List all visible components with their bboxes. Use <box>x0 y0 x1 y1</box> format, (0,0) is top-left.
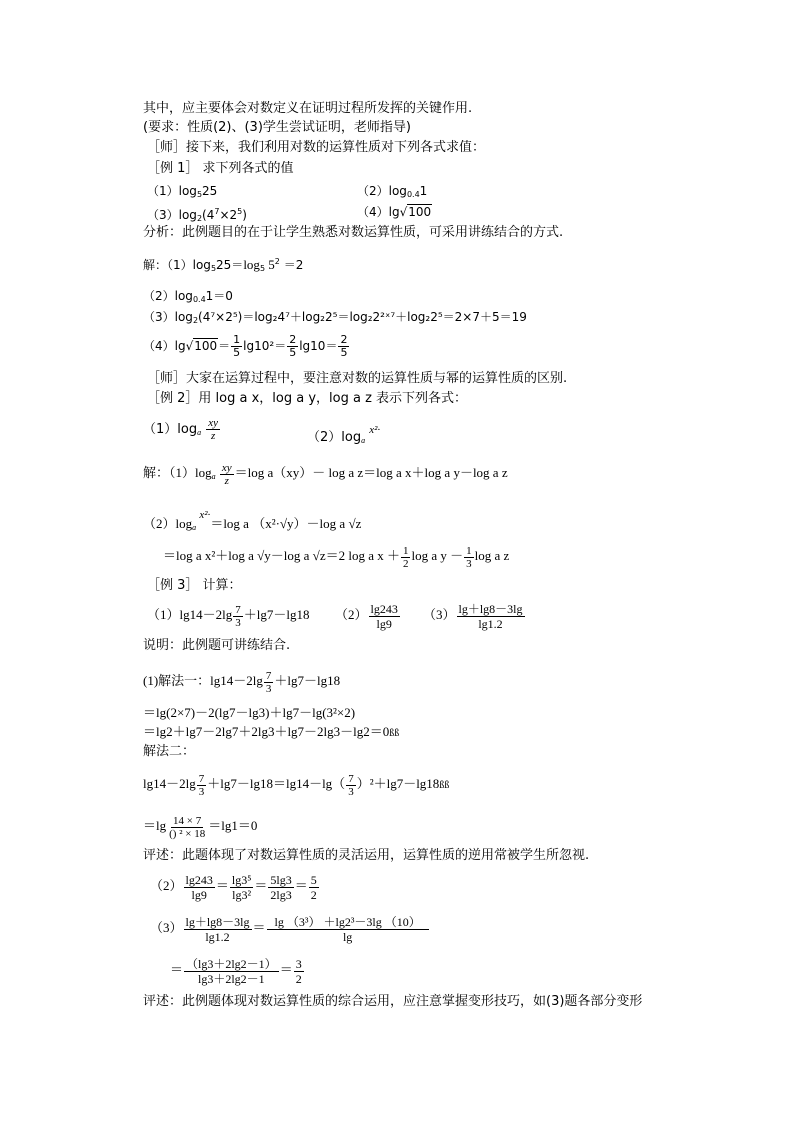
example-1-solution-4: （4）lg√100＝ $\frac{1}{5}$ lg10²＝ $\frac{2}{5}$ lg10＝ $\frac{2}{5}$ <box>143 333 348 359</box>
fraction: $\frac{\text{lg3⁵}}{\text{lg3²}}$ <box>231 872 252 902</box>
intro-line-1: 其中，应主要体会对数定义在证明过程所发挥的关键作用. <box>143 101 473 116</box>
method-1-line-2: ＝lg(2×7)－2(lg7－lg3)＋lg7－lg(3²×2) <box>143 705 356 720</box>
example-2-question-2: $(2)\log_a$ $^{x^2\cdot}$ <box>307 424 381 445</box>
comment-2: 评述：此例题体现对数运算性质的综合运用，应注意掌握变形技巧，如(3)题各部分变形 <box>143 994 643 1009</box>
example-3-question-3: （3） $\frac{\lg+\lg 8-3\lg}{\lg 1.2}$ <box>423 601 523 631</box>
example-2-question-1: $(1)\log_a$ $\frac{xy}{z}$ <box>143 417 218 442</box>
comment-1: 评述：此题体现了对数运算性质的灵活运用，运算性质的逆用常被学生所忽视. <box>143 848 590 863</box>
fraction: $\frac{\text{lg （3³） ＋lg2³－3lg （10）}}{\lg}$ <box>267 915 429 944</box>
example-3-title: ［例 3］ 计算： <box>147 578 242 593</box>
example-1-question-1: $(1)\log_525$ <box>147 184 218 199</box>
example-1-solution-1: 解：$(1)\log_525=\log_5$ $5^2 =2$ <box>143 257 304 273</box>
fraction: $\frac{\lg+\lg 8-3\lg}{\lg 1.2}$ <box>185 914 250 944</box>
fraction: $\frac{7}{3}$ <box>348 772 354 798</box>
example-1-question-2: $(2)\log_{0.4}1$ <box>357 184 428 199</box>
fraction: $\frac{2}{5}$ <box>340 333 348 359</box>
example-2-solution-2: $(2)\log_a$ $^{x^2\cdot}$＝log a （x²·√y）－log a √z <box>143 509 362 532</box>
solution-3: （3） $\frac{\lg+\lg 8-3\lg}{\lg 1.2}$ ＝ $\frac{\text{lg （3³） ＋lg2³－3lg （10）}}{\lg}$ <box>150 908 430 948</box>
method-2-line-2: ＝lg $\frac{14 \times 7}{\text{() ² × 18}}$ ＝lg1＝0 <box>143 814 258 840</box>
example-1-analysis: 分析：此例题目的在于让学生熟悉对数运算性质，可采用讲练结合的方式. <box>143 225 564 240</box>
fraction: $\frac{3}{2}$ <box>295 956 302 986</box>
fraction: $\frac{xy}{z}$ <box>208 417 218 442</box>
fraction: $\frac{xy}{z}$ <box>221 461 232 487</box>
fraction: $\frac{\lg 243}{\lg 9}$ <box>185 872 213 902</box>
fraction: $\frac{7}{3}$ <box>235 603 241 629</box>
example-3-note: 说明：此例题可讲练结合. <box>143 638 291 653</box>
fraction: $\frac{1}{2}$ <box>402 544 409 570</box>
fraction: $\frac{1}{3}$ <box>466 544 472 570</box>
fraction: $\frac{5\lg 3}{2\lg 3}$ <box>270 872 292 902</box>
fraction: $\frac{(\lg 3+2\lg 2-1)}{\lg 3+2\lg 2-1}$ <box>186 956 277 986</box>
example-2-title: ［例 2］用 log a x，log a y，log a z 表示下列各式： <box>147 391 468 406</box>
example-1-title: ［例 1］ 求下列各式的值 <box>147 161 294 176</box>
example-2-solution-2-line-2: ＝log a x²＋log a √y－log a √z＝2 log a x ＋ $\frac{1}{2}$ log a y － $\frac{1}{3}$ log a z <box>163 544 510 570</box>
example-1-solution-2: $(2)\log_{0.4}1=0$ <box>143 289 233 304</box>
fraction: $\frac{7}{3}$ <box>198 772 205 798</box>
fraction: $\frac{14 \times 7}{\text{() ² × 18}}$ <box>169 814 206 840</box>
example-1-question-4: （4）lg√100 <box>357 205 432 219</box>
method-2-title: 解法二： <box>143 744 196 759</box>
solution-3-line-2: ＝ $\frac{(\lg 3+2\lg 2-1)}{\lg 3+2\lg 2-1}$ ＝ $\frac{3}{2}$ <box>170 956 302 986</box>
solution-2: （2） $\frac{\lg 243}{\lg 9}$ ＝ $\frac{\text{lg3⁵}}{\text{lg3²}}$ ＝ $\frac{5\lg 3}{2\lg 3}$ ＝ $\frac{5}{2}$ <box>150 872 317 902</box>
example-1-question-3: $(3)\log_2(4^7\times 2^5)$ <box>147 207 247 223</box>
method-1-line-3: ＝lg2＋lg7－2lg7＋2lg3＋lg7－2lg3－lg2＝0ßß <box>143 724 400 739</box>
example-3-question-2: （2） $\frac{\lg 243}{\lg 9}$ <box>335 601 398 631</box>
fraction: $\frac{2}{5}$ <box>289 333 297 359</box>
teacher-remark-2: ［师］大家在运算过程中，要注意对数的运算性质与幂的运算性质的区别. <box>147 371 568 386</box>
example-2-solution-1: 解：$(1)\log_a$ $\frac{xy}{z}$ ＝log a（xy）－ log a z＝log a x＋log a y－log a z <box>143 461 508 487</box>
fraction: $\frac{\lg+\lg 8-3\lg}{\lg 1.2}$ <box>458 601 523 631</box>
fraction: $\frac{5}{2}$ <box>310 872 317 902</box>
method-1-line-1: (1)解法一：lg14－2lg $\frac{7}{3}$ ＋lg7－lg18 <box>143 669 341 695</box>
intro-line-2: (要求：性质(2)、(3)学生尝试证明，老师指导) <box>143 120 411 135</box>
intro-line-3: ［师］接下来，我们利用对数的运算性质对下列各式求值： <box>147 140 486 155</box>
example-3-question-1: （1）lg14－2lg $\frac{7}{3}$ ＋lg7－lg18 <box>147 603 310 629</box>
method-2-line-1: lg14－2lg $\frac{7}{3}$ ＋lg7－lg18＝lg14－lg（ $\frac{7}{3}$ ）²＋lg7－lg18ßß <box>143 772 450 798</box>
fraction: $\frac{7}{3}$ <box>265 669 272 695</box>
fraction: $\frac{\lg 243}{\lg 9}$ <box>370 601 398 631</box>
fraction: $\frac{1}{5}$ <box>233 333 241 359</box>
example-1-solution-3: $(3)\log_2(4^7\times 2^5)=\log_24^7+\log_22^5=\log_22^2ˣ^7+\log_22^5=2\times 7+5=19$ <box>143 310 527 325</box>
